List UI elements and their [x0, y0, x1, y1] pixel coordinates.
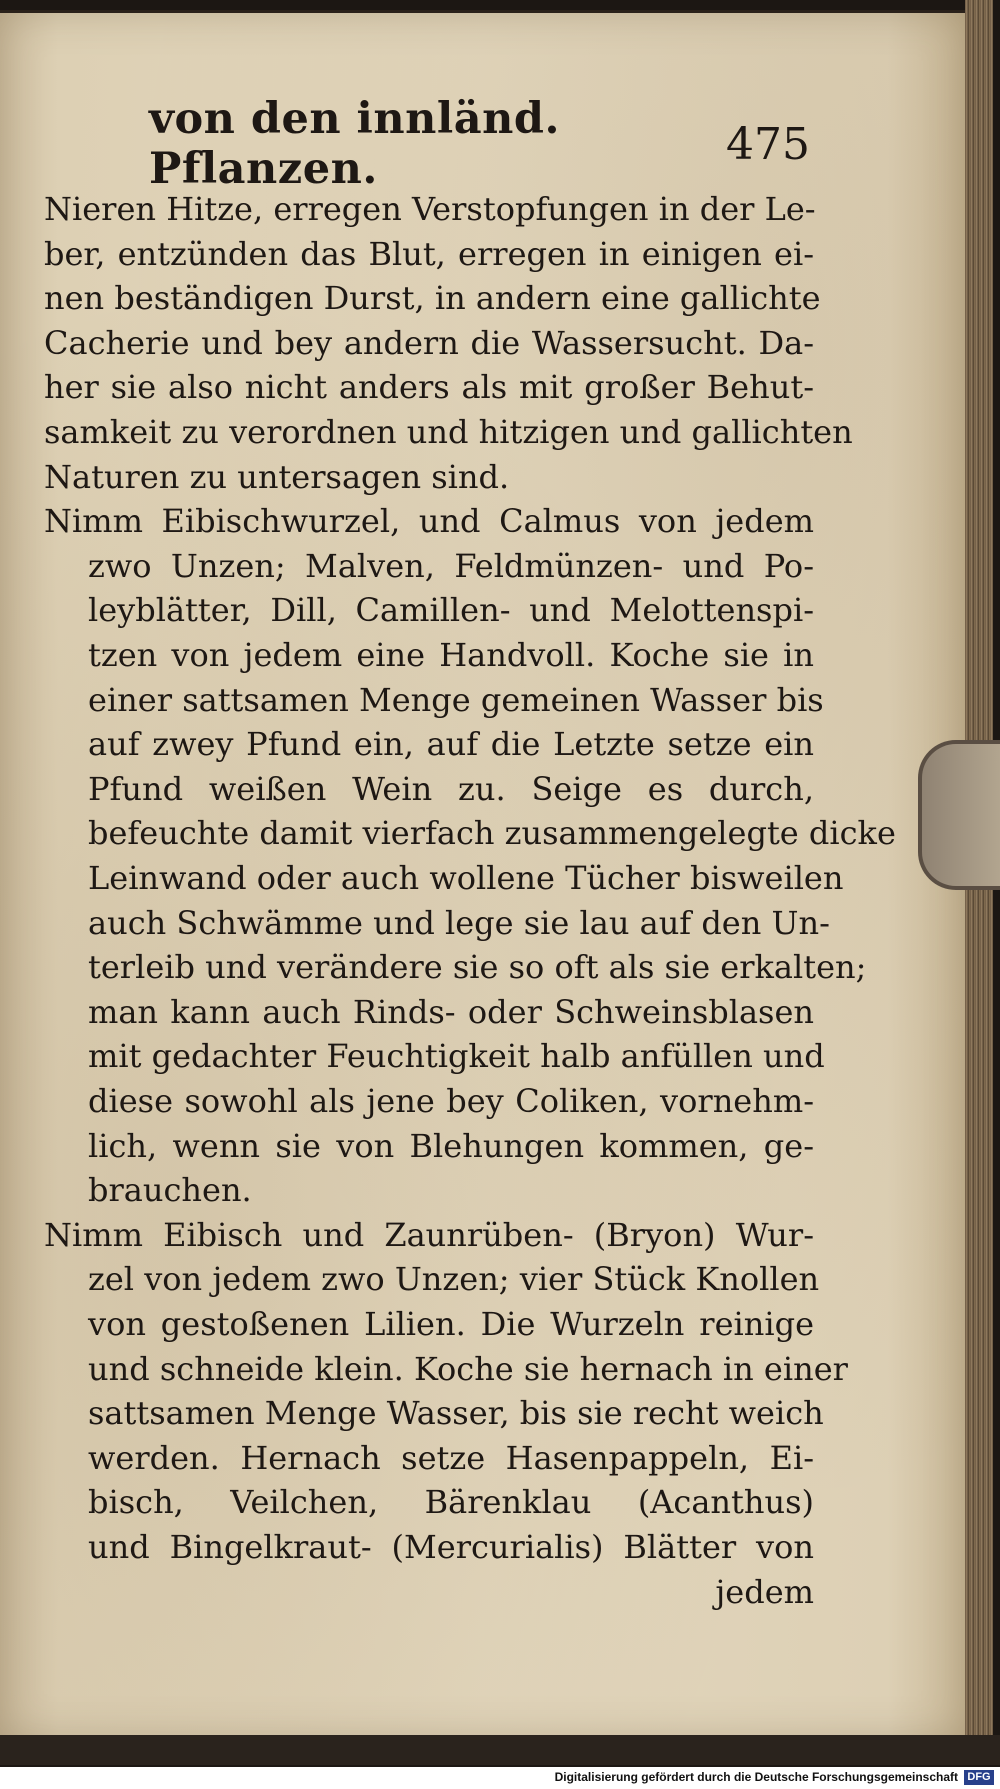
text-line: Naturen zu untersagen sind. [44, 457, 510, 496]
text-line: her sie also nicht anders als mit großer Behut- [44, 368, 814, 407]
text-line: Pfund weißen Wein zu. Seige es durch, [88, 769, 814, 808]
text-line: zwo Unzen; Malven, Feldmünzen- und Po- [88, 546, 814, 585]
digitization-credit: Digitalisierung gefördert durch die Deutsche Forschungsgemeinschaft [554, 1770, 958, 1784]
text-line: ber, entzünden das Blut, erregen in einigen ei- [44, 234, 814, 273]
text-line: auf zwey Pfund ein, auf die Letzte setze ein [88, 725, 814, 764]
text-line: und schneide klein. Koche sie hernach in einer [88, 1349, 848, 1388]
text-line: Nimm Eibischwurzel, und Calmus von jedem [44, 502, 814, 541]
text-line: terleib und verändere sie so oft als sie erkalten; [88, 948, 867, 987]
digitization-footer [0, 1767, 1000, 1789]
text-line: lich, wenn sie von Blehungen kommen, ge- [88, 1126, 814, 1165]
text-line: Leinwand oder auch wollene Tücher bisweilen [88, 859, 844, 897]
running-title: von den innländ. Pflanzen. [149, 94, 560, 194]
page-number: 475 [726, 118, 810, 170]
text-line: man kann auch Rinds- oder Schweinsblasen [88, 992, 814, 1031]
text-line: und Bingelkraut- (Mercurialis) Blätter von [88, 1528, 814, 1566]
text-line: befeuchte damit vierfach zusammengelegte dicke [88, 814, 896, 853]
text-line: nen beständigen Durst, in andern eine gallichte [44, 279, 821, 318]
running-header [44, 94, 814, 194]
text-line: einer sattsamen Menge gemeinen Wasser bis [88, 680, 824, 719]
text-line: werden. Hernach setze Hasenpappeln, Ei- [88, 1438, 814, 1477]
text-line: zel von jedem zwo Unzen; vier Stück Knollen [88, 1260, 820, 1299]
text-line: jedem [715, 1572, 814, 1611]
text-line: brauchen. [88, 1171, 252, 1210]
text-line: samkeit zu verordnen und hitzigen und gallichten [44, 413, 853, 451]
text-line: Cacherie und bey andern die Wassersucht. Da- [44, 323, 814, 362]
text-line: leyblätter, Dill, Camillen- und Melottenspi- [88, 591, 814, 630]
dfg-logo: DFG [964, 1770, 994, 1785]
text-line: auch Schwämme und lege sie lau auf den Un- [88, 903, 830, 942]
text-line: sattsamen Menge Wasser, bis sie recht weich [88, 1394, 824, 1433]
text-line: tzen von jedem eine Handvoll. Koche sie in [88, 636, 814, 674]
text-line: von gestoßenen Lilien. Die Wurzeln reinige [88, 1305, 814, 1343]
text-line: diese sowohl als jene bey Coliken, vornehm- [88, 1082, 814, 1120]
text-line: Nieren Hitze, erregen Verstopfungen in der Le- [44, 190, 816, 228]
body-text [44, 173, 896, 1613]
binding-shadow [0, 1735, 1000, 1765]
text-line: mit gedachter Feuchtigkeit halb anfüllen und [88, 1037, 825, 1076]
book-page [0, 10, 965, 1738]
bookmark-tab [918, 740, 1000, 890]
text-line: bisch, Veilchen, Bärenklau (Acanthus) [88, 1483, 814, 1522]
text-line: Nimm Eibisch und Zaunrüben- (Bryon) Wur- [44, 1215, 814, 1254]
